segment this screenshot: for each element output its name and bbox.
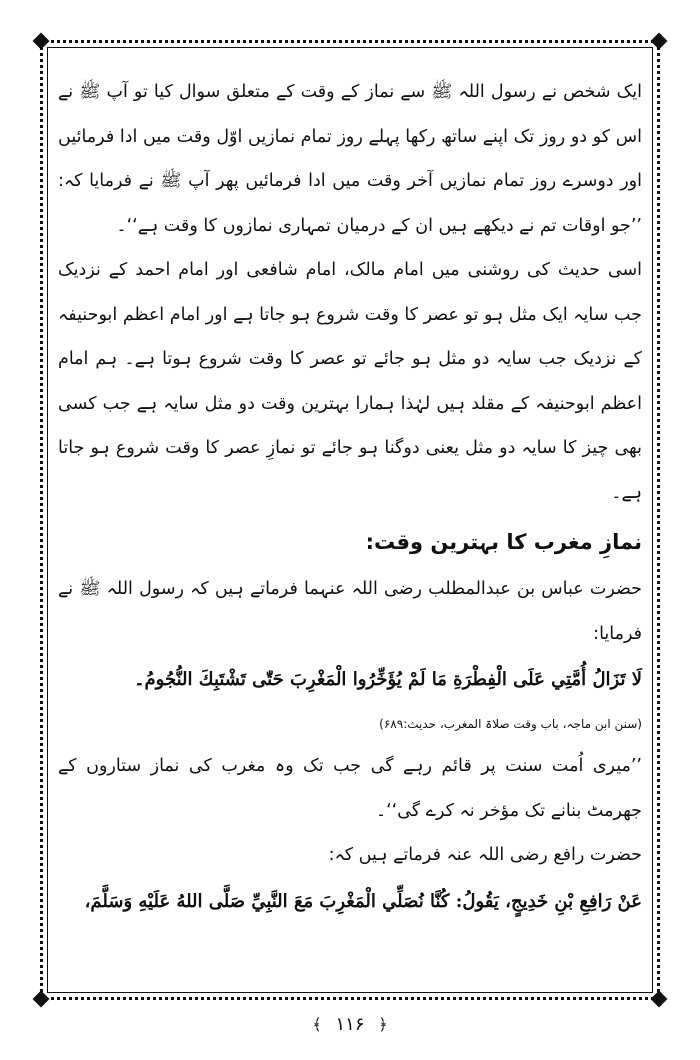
hadith-reference: (سنن ابن ماجہ، باب وقت صلاۃ المغرب، حدیث:۶۸۹) [379, 717, 642, 731]
corner-ornament-icon [651, 33, 668, 50]
arabic-hadith-2: عَنْ رَافِعِ بْنِ خَدِيجٍ، يَقُولُ: كُنَّا نُصَلِّي الْمَغْرِبَ مَعَ النَّبِيِّ صَلَّى اللهُ عَلَيْهِ وَسَلَّمَ، [84, 890, 642, 912]
corner-ornament-icon [33, 33, 50, 50]
page-number: ۱۱۶ [335, 1014, 365, 1035]
narration-intro-2: حضرت رافع رضی اللہ عنہ فرماتے ہیں کہ: [328, 845, 642, 865]
arabic-hadith: لَا تَزَالُ أُمَّتِي عَلَى الْفِطْرَةِ مَا لَمْ يُؤَخِّرُوا الْمَغْرِبَ حَتّٰى تَشْتَبِكَ النُّجُومُ۔ [133, 669, 642, 690]
bracket-ornament-icon: ﴾ [312, 1015, 322, 1034]
corner-ornament-icon [33, 991, 50, 1008]
hadith-translation: ’’میری اُمت سنت پر قائم رہے گی جب تک وہ مغرب کی نماز ستاروں کے جھرمٹ بنانے تک مؤخر نہ کرے گی‘‘۔ [58, 756, 642, 821]
page-number-footer [0, 1014, 700, 1035]
paragraph-2: اسی حدیث کی روشنی میں امام مالک، امام شافعی اور امام احمد کے نزدیک جب سایہ ایک مثل ہو تو عصر کا وقت شروع ہو جاتا ہے اور امام اعظم ابوحنیفہ کے نزدیک جب سایہ دو مثل ہو جائے تو عصر کا وقت شروع ہوتا ہے۔ ہم امام اعظم ابوحنیفہ کے مقلد ہیں لہٰذا ہمارا بہترین وقت دو مثل سایہ ہے جب کسی بھی چیز کا سایہ دو مثل یعنی دوگنا ہو جائے تو نمازِ عصر کا وقت شروع ہو جاتا ہے۔ [58, 260, 642, 503]
section-heading: نمازِ مغرب کا بہترین وقت: [365, 530, 642, 554]
narration-intro: حضرت عباس بن عبدالمطلب رضی اللہ عنہما فرماتے ہیں کہ رسول اللہ ﷺ نے فرمایا: [58, 579, 642, 644]
paragraph-1: ایک شخص نے رسول اللہ ﷺ سے نماز کے وقت کے متعلق سوال کیا تو آپ ﷺ نے اس کو دو روز تک اپنے ساتھ رکھا پہلے روز تمام نمازیں اوّل وقت میں ادا فرمائیں اور دوسرے روز تمام نمازیں آخر وقت میں ادا فرمائیں پھر آپ ﷺ نے فرمایا کہ: ’’جو اوقات تم نے دیکھے ہیں ان کے درمیان تمہاری نمازوں کا وقت ہے‘‘۔ [58, 82, 642, 236]
page-content [58, 70, 642, 990]
corner-ornament-icon [651, 991, 668, 1008]
bracket-ornament-icon: ﴿ [378, 1015, 388, 1034]
